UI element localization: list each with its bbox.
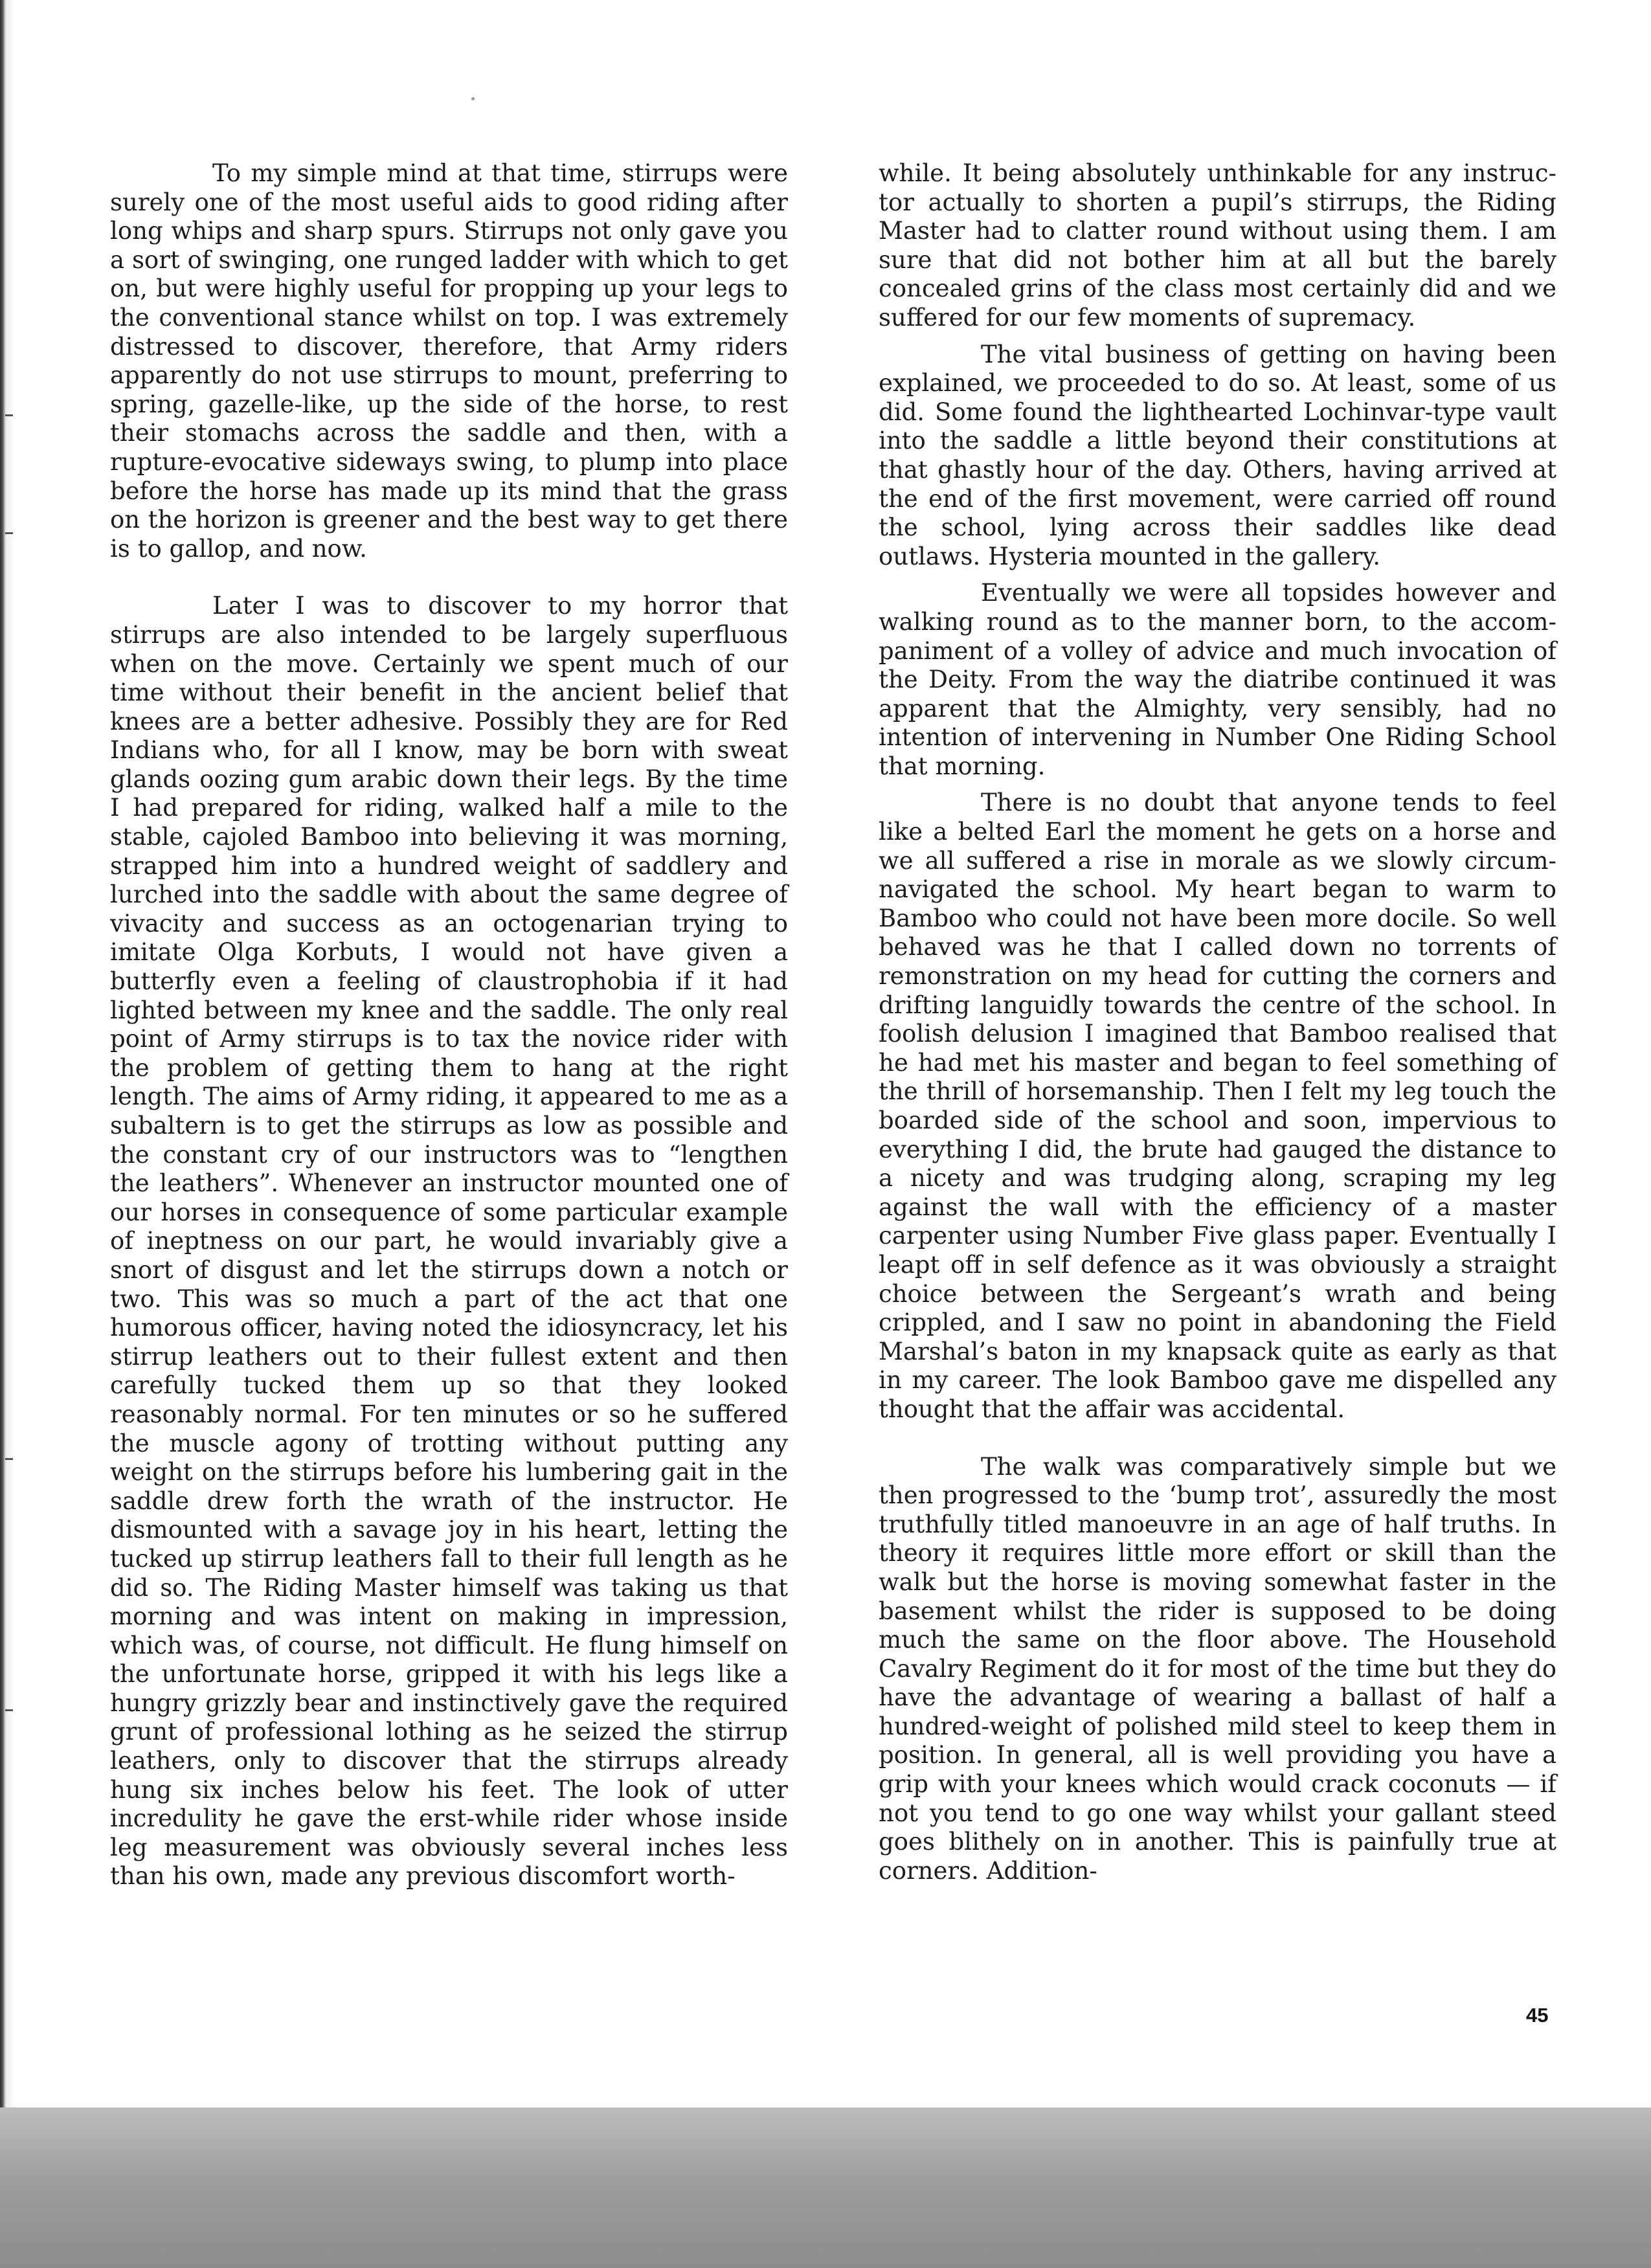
paragraph: Later I was to discover to my horror that stirrups are also intended to be largely superfluous when on the move. Certainly we spent much of our time without their benefit in the ancient belief that knees are a better adhesive. Possibly they are for Red Indians who, for all I know, may be born with sweat glands oozing gum arabic down their legs. By the time I had prepared for riding, walked half a mile to the stable, cajoled Bamboo into believing it was morning, strapped him into a hundred weight of saddlery and lurched into the saddle with about the same degree of vivacity and success as an octogenarian trying to imitate Olga Korbuts, I would not have given a butterfly even a feeling of claustrophobia if it had lighted between my knee and the saddle. The only real point of Army stirrups is to tax the novice rider with the problem of getting them to hang at the right length. The aims of Army riding, it appeared to me as a subaltern is to get the stirrups as low as possible and the constant cry of our instructors was to “lengthen the leathers”. Whenever an instructor mounted one of our horses in consequence of some particular example of ineptness on our part, he would invariably give a snort of disgust and let the stirrups down a notch or two. This was so much a part of the act that one humorous officer, having noted the idiosyncracy, let his stirrup leathers out to their fullest extent and then carefully tucked them up so that they looked reasonably normal. For ten minutes or so he suffered the muscle agony of trotting without putting any weight on the stirrups before his lumbering gait in the saddle drew forth the wrath of the instructor. He dismounted with a savage joy in his heart, letting the tucked up stirrup leathers fall to their full length as he did so. The Riding Master himself was taking us that morning and was intent on making in impression, which was, of course, not difficult. He flung himself on the unfortunate horse, gripped it with his legs like a hungry grizzly bear and instinctively gave the required grunt of professional lothing as he seized the stirrup leathers, only to discover that the stirrups already hung six inches below his feet. The look of utter incredulity he gave the erst-while rider whose inside leg measurement was obviously several inches less than his own, made any previous discomfort worth- — [110, 592, 788, 1891]
binding-mark — [5, 414, 13, 416]
page-number: 45 — [1526, 2004, 1549, 2027]
scan-shadow — [0, 2107, 1651, 2268]
binding-mark — [5, 1458, 13, 1460]
binding-mark — [5, 532, 13, 534]
page-binding-edge — [0, 0, 14, 2268]
binding-mark — [5, 1709, 13, 1711]
paragraph: Eventually we were all topsides however and walking round as to the manner born, to the accompaniment of a volley of advice and much invocation of the Deity. From the way the diatribe continued it was apparent that the Almighty, very sensibly, had no intention of intervening in Number One Riding School that morning. — [879, 579, 1556, 780]
paragraph: while. It being absolutely unthinkable for any instructor actually to shorten a pupil’s stirrups, the Riding Master had to clatter round without using them. I am sure that did not bother him at all but the barely concealed grins of the class most certainly did and we suffered for our few moments of supremacy. — [879, 159, 1556, 331]
paragraph: The vital business of getting on having been explained, we proceeded to do so. At least, some of us did. Some found the lighthearted Lochinvar-type vault into the saddle a little beyond their constitutions at that ghastly hour of the day. Others, having arrived at the end of the first movement, were carried off round the school, lying across their saddles like dead outlaws. Hysteria mounted in the gallery. — [879, 340, 1556, 570]
left-text-column — [110, 159, 788, 1891]
paragraph: The walk was comparatively simple but we then progressed to the ‘bump trot’, assuredly the most truthfully titled manoeuvre in an age of half truths. In theory it requires little more effort or skill than the walk but the horse is moving somewhat faster in the basement whilst the rider is supposed to be doing much the same on the floor above. The Household Cavalry Regiment do it for most of the time but they do have the advantage of wearing a ballast of half a hundred-weight of polished mild steel to keep them in position. In general, all is well providing you have a grip with your knees which would crack coconuts — if not you tend to go one way whilst your gallant steed goes blithely on in another. This is painfully true at corners. Addition- — [879, 1452, 1556, 1885]
paragraph: To my simple mind at that time, stirrups were surely one of the most useful aids to good riding after long whips and sharp spurs. Stirrups not only gave you a sort of swinging, one runged ladder with which to get on, but were highly useful for propping up your legs to the conventional stance whilst on top. I was extremely distressed to discover, therefore, that Army riders apparently do not use stirrups to mount, preferring to spring, gazelle-like, up the side of the horse, to rest their stomachs across the saddle and then, with a rupture-evocative sideways swing, to plump into place before the horse has made up its mind that the grass on the horizon is greener and the best way to get there is to gallop, and now. — [110, 159, 788, 563]
right-text-column — [879, 159, 1556, 1885]
paper-speck — [471, 97, 475, 100]
paragraph: There is no doubt that anyone tends to feel like a belted Earl the moment he gets on a horse and we all suffered a rise in morale as we slowly circumnavigated the school. My heart began to warm to Bamboo who could not have been more docile. So well behaved was he that I called down no torrents of remonstration on my head for cutting the corners and drifting languidly towards the centre of the school. In foolish delusion I imagined that Bamboo realised that he had met his master and began to feel something of the thrill of horsemanship. Then I felt my leg touch the boarded side of the school and soon, impervious to everything I did, the brute had gauged the distance to a nicety and was trudging along, scraping my leg against the wall with the efficiency of a master carpenter using Number Five glass paper. Eventually I leapt off in self defence as it was obviously a straight choice between the Sergeant’s wrath and being crippled, and I saw no point in abandoning the Field Marshal’s baton in my knapsack quite as early as that in my career. The look Bamboo gave me dispelled any thought that the affair was accidental. — [879, 789, 1556, 1423]
